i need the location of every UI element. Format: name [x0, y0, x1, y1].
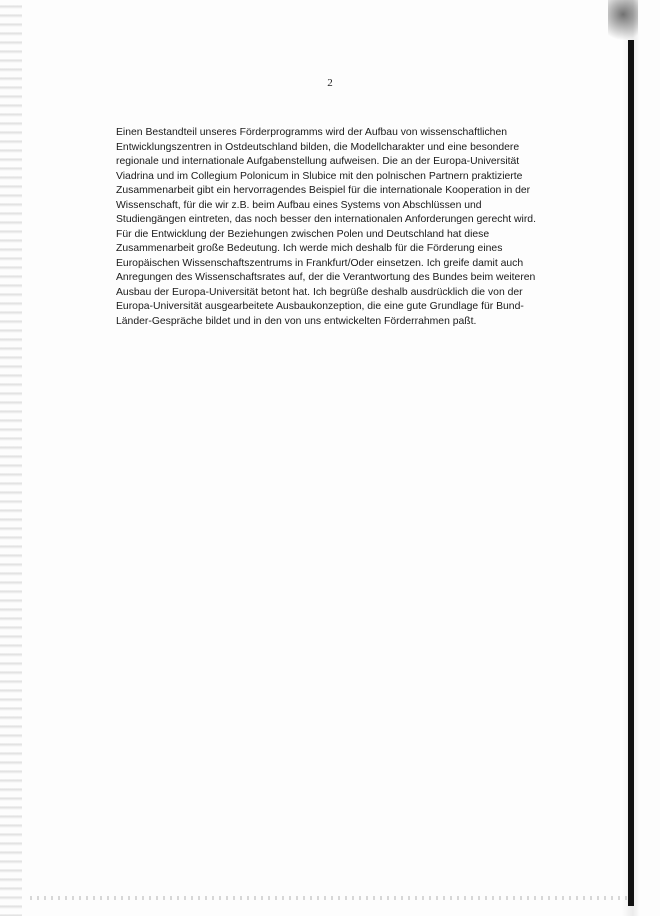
scan-bottom-edge-noise [30, 896, 630, 900]
body-line: Zusammenarbeit große Bedeutung. Ich werde mich deshalb für die Förderung eines [116, 243, 503, 254]
body-line: Europa-Universität ausgearbeitete Ausbaukonzeption, die eine gute Grundlage für Bund- [116, 301, 524, 312]
body-line: Ausbau der Europa-Universität betont hat. Ich begrüße deshalb ausdrücklich die von der [116, 286, 523, 298]
body-line: Entwicklungszentren in Ostdeutschland bilden, die Modellcharakter und eine besondere [116, 141, 520, 153]
body-line: Zusammenarbeit gibt ein hervorragendes Beispiel für die internationale Kooperation in der [116, 185, 531, 196]
body-line: Wissenschaft, für die wir z.B. beim Aufbau eines Systems von Abschlüssen und [116, 199, 482, 211]
body-line: Europäischen Wissenschaftszentrums in Frankfurt/Oder einsetzen. Ich greife damit auch [116, 257, 524, 269]
scan-right-edge-bar [628, 40, 634, 906]
body-line: Für die Entwicklung der Beziehungen zwischen Polen und Deutschland hat diese [116, 228, 490, 240]
body-line: Länder-Gespräche bildet und in den von uns entwickelten Förderrahmen paßt. [116, 315, 477, 327]
body-line: Viadrina und im Collegium Polonicum in Slubice mit den polnischen Partnern praktizierte [116, 170, 523, 182]
scan-left-edge-noise [0, 0, 22, 916]
body-paragraph [116, 126, 586, 329]
page-number: 2 [327, 77, 333, 89]
body-line: regionale und internationale Aufgabenstellung aufweisen. Die an der Europa-Universität [116, 156, 520, 167]
body-line: Anregungen des Wissenschaftsrates auf, der die Verantwortung des Bundes beim weiteren [116, 272, 536, 283]
scan-corner-blot [608, 0, 638, 48]
body-line: Studiengängen eintreten, das noch besser den internationalen Anforderungen gerecht wird. [116, 214, 536, 225]
body-line: Einen Bestandteil unseres Förderprogramms wird der Aufbau von wissenschaftlichen [116, 127, 508, 138]
